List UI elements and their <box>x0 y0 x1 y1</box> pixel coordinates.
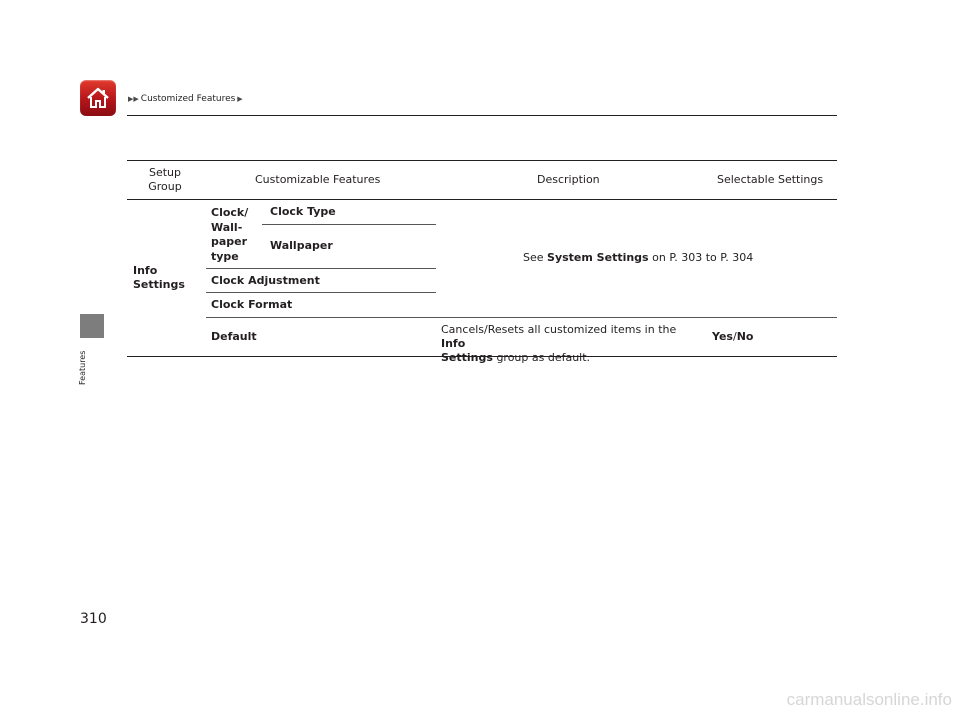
section-tab[interactable] <box>80 314 104 338</box>
breadcrumb[interactable] <box>128 94 243 104</box>
breadcrumb-arrow-icon: ▶ <box>237 95 243 103</box>
table-header-rule <box>127 199 837 200</box>
header-customizable-features: Customizable Features <box>255 173 381 186</box>
header-selectable-settings: Selectable Settings <box>717 173 824 186</box>
feature-clock-adjustment: Clock Adjustment <box>211 274 320 287</box>
feature-clock-format: Clock Format <box>211 298 293 311</box>
page-ref-link[interactable]: P. 303 <box>669 251 703 264</box>
default-description: Cancels/Resets all customized items in the Info Settings group as default. <box>441 323 677 364</box>
group-info-settings: Info Settings <box>133 264 185 291</box>
row-rule-clock-adjustment <box>206 292 436 293</box>
house-glyph <box>85 85 111 111</box>
row-rule-wallpaper <box>206 268 436 269</box>
page-ref-link[interactable]: P. 304 <box>720 251 754 264</box>
feature-clock-wallpaper-type: Clock/ Wall- paper type <box>211 206 249 263</box>
table-top-rule <box>127 160 837 161</box>
header-rule <box>127 115 837 116</box>
row-rule-clock-type <box>262 224 436 225</box>
watermark-text: carmanualsonline.info <box>786 690 952 709</box>
feature-wallpaper: Wallpaper <box>270 239 333 252</box>
row-rule-clock-format <box>206 317 837 318</box>
feature-clock-type: Clock Type <box>270 205 336 218</box>
page-number: 310 <box>80 611 107 627</box>
breadcrumb-item-customized-features[interactable]: Customized Features <box>140 94 236 104</box>
home-icon[interactable] <box>80 80 116 116</box>
see-reference: See System Settings on P. 303 to P. 304 <box>523 251 754 264</box>
header-setup-group: Setup Group <box>148 166 182 193</box>
section-label: Features <box>78 350 87 385</box>
header-description: Description <box>537 173 600 186</box>
feature-default: Default <box>211 330 257 343</box>
system-settings-link[interactable]: System Settings <box>547 251 649 264</box>
breadcrumb-arrow-icon: ▶▶ <box>128 95 139 103</box>
default-settings: Yes/No <box>712 330 754 343</box>
